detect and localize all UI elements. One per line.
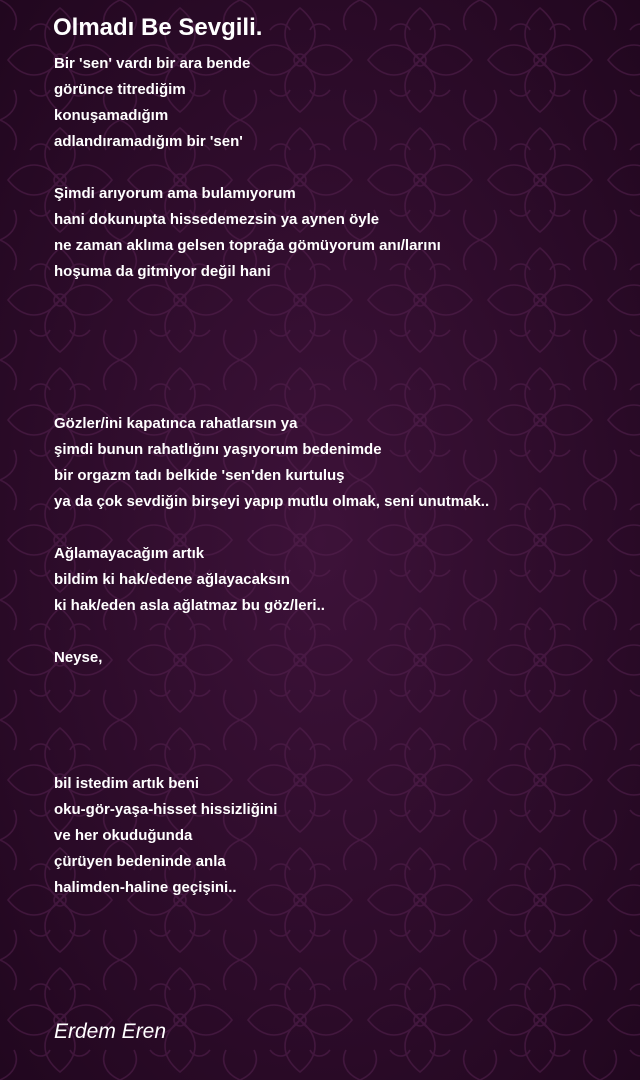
poem-line: ya da çok sevdiğin birşeyi yapıp mutlu olmak, seni unutmak..: [54, 493, 490, 510]
poem-line: oku-gör-yaşa-hisset hissizliğini: [54, 801, 278, 818]
stanza-3: [54, 411, 489, 515]
poem-line: çürüyen bedeninde anla: [54, 853, 226, 870]
poem-line: Gözler/ini kapatınca rahatlarsın ya: [54, 415, 298, 432]
poem-line: ve her okuduğunda: [54, 827, 193, 844]
stanza-5: [54, 645, 102, 671]
stanza-1: [54, 51, 250, 155]
poem-title: Olmadı Be Sevgili.: [53, 14, 263, 41]
poem-line: görünce titrediğim: [54, 81, 186, 98]
poem-line: şimdi bunun rahatlığını yaşıyorum bedenimde: [54, 441, 382, 458]
poem-line: hoşuma da gitmiyor değil hani: [54, 263, 271, 280]
poem-line: bil istedim artık beni: [54, 775, 200, 792]
poem-line: hani dokunupta hissedemezsin ya aynen öyle: [54, 211, 380, 228]
poem-line: bildim ki hak/edene ağlayacaksın: [54, 571, 290, 588]
poem-line: ki hak/eden asla ağlatmaz bu göz/leri..: [54, 597, 325, 614]
poem-line: Bir 'sen' vardı bir ara bende: [54, 55, 251, 72]
poem-line: konuşamadığım: [54, 107, 169, 124]
poem-line: adlandıramadığım bir 'sen': [54, 133, 243, 150]
poem-line: Ağlamayacağım artık: [54, 545, 205, 562]
stanza-6: [54, 771, 277, 901]
poem-line: bir orgazm tadı belkide 'sen'den kurtuluş: [54, 467, 345, 484]
stanza-4: [54, 541, 325, 619]
poem-line: halimden-haline geçişini..: [54, 879, 237, 896]
poem-line: ne zaman aklıma gelsen toprağa gömüyorum anı/larını: [54, 237, 441, 254]
poem-line: Neyse,: [54, 649, 103, 666]
stanza-2: [54, 181, 441, 285]
poem-line: Şimdi arıyorum ama bulamıyorum: [54, 185, 296, 202]
poem-author: Erdem Eren: [54, 1020, 167, 1043]
